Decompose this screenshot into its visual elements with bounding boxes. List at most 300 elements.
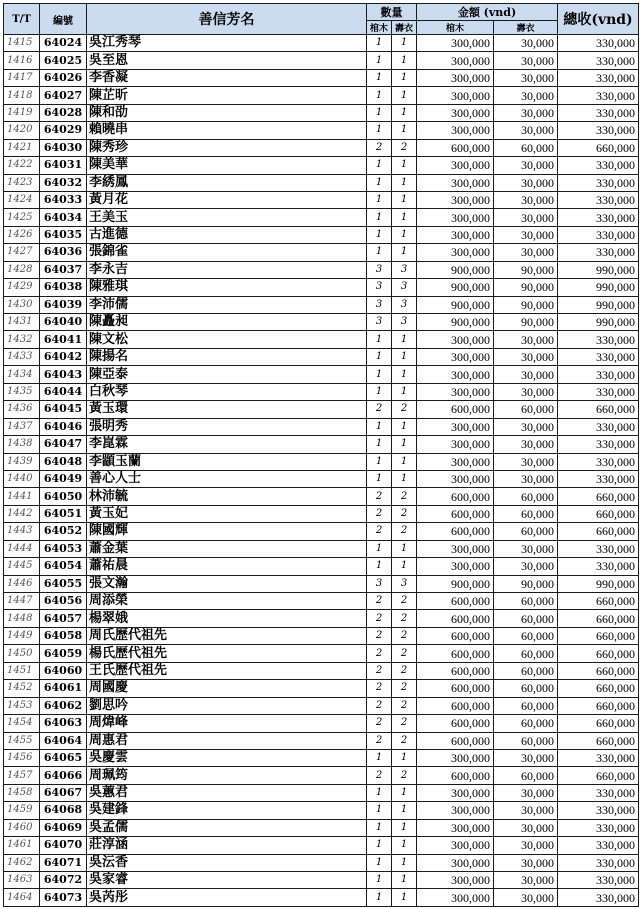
cell-name: 吳江秀琴 [87,35,367,52]
cell-qty-clothes: 2 [392,732,417,749]
table-row [4,69,639,86]
cell-tt: 1443 [4,523,40,540]
cell-name: 陳秀珍 [87,139,367,156]
cell-name: 賴曉串 [87,122,367,139]
cell-qty-clothes: 2 [392,645,417,662]
cell-total: 990,000 [558,279,639,296]
table-row [4,732,639,749]
header-amount-clothes: 壽衣 [494,21,558,35]
cell-code: 64046 [40,418,87,435]
cell-amount-clothes: 30,000 [494,122,558,139]
cell-name: 吳孟儒 [87,819,367,836]
cell-tt: 1462 [4,854,40,871]
cell-tt: 1425 [4,209,40,226]
cell-qty-clothes: 1 [392,348,417,365]
table-row [4,558,639,575]
donation-sheet [3,3,639,907]
cell-total: 330,000 [558,854,639,871]
cell-amount-coffin: 600,000 [417,505,494,522]
cell-qty-coffin: 2 [367,680,392,697]
cell-qty-coffin: 1 [367,191,392,208]
table-row [4,122,639,139]
cell-tt: 1450 [4,645,40,662]
cell-amount-coffin: 300,000 [417,837,494,854]
cell-total: 330,000 [558,802,639,819]
table-row [4,837,639,854]
cell-tt: 1458 [4,784,40,801]
cell-code: 64033 [40,191,87,208]
cell-qty-coffin: 1 [367,889,392,906]
cell-name: 張文瀚 [87,575,367,592]
cell-name: 楊翠娥 [87,610,367,627]
cell-code: 64047 [40,436,87,453]
cell-tt: 1449 [4,627,40,644]
cell-qty-coffin: 1 [367,366,392,383]
header-tt: T/T [4,4,40,35]
table-row [4,715,639,732]
cell-amount-coffin: 300,000 [417,889,494,906]
cell-code: 64025 [40,52,87,69]
cell-qty-clothes: 2 [392,715,417,732]
cell-tt: 1451 [4,662,40,679]
cell-tt: 1416 [4,52,40,69]
cell-code: 64051 [40,505,87,522]
cell-name: 黃玉環 [87,401,367,418]
cell-total: 990,000 [558,314,639,331]
cell-qty-coffin: 1 [367,35,392,52]
cell-code: 64048 [40,453,87,470]
cell-amount-coffin: 600,000 [417,627,494,644]
cell-qty-coffin: 2 [367,593,392,610]
cell-code: 64038 [40,279,87,296]
cell-code: 64037 [40,261,87,278]
donation-table [3,3,639,907]
cell-code: 64056 [40,593,87,610]
cell-tt: 1447 [4,593,40,610]
cell-qty-coffin: 1 [367,418,392,435]
cell-amount-coffin: 600,000 [417,715,494,732]
cell-name: 周惠君 [87,732,367,749]
cell-qty-coffin: 2 [367,732,392,749]
cell-total: 660,000 [558,505,639,522]
cell-qty-coffin: 2 [367,523,392,540]
table-row [4,889,639,906]
cell-amount-coffin: 900,000 [417,261,494,278]
cell-tt: 1440 [4,470,40,487]
table-row [4,645,639,662]
cell-qty-clothes: 3 [392,314,417,331]
cell-total: 660,000 [558,401,639,418]
cell-qty-coffin: 1 [367,157,392,174]
cell-name: 黃玉妃 [87,505,367,522]
cell-qty-coffin: 3 [367,314,392,331]
cell-total: 330,000 [558,35,639,52]
cell-qty-clothes: 1 [392,87,417,104]
cell-amount-coffin: 300,000 [417,174,494,191]
cell-total: 660,000 [558,715,639,732]
cell-amount-clothes: 30,000 [494,854,558,871]
cell-name: 善心人士 [87,470,367,487]
cell-total: 660,000 [558,697,639,714]
table-row [4,784,639,801]
cell-amount-clothes: 30,000 [494,35,558,52]
header-total: 總收(vnd) [558,4,639,35]
cell-amount-clothes: 30,000 [494,104,558,121]
cell-amount-clothes: 30,000 [494,436,558,453]
cell-amount-clothes: 60,000 [494,680,558,697]
cell-amount-coffin: 600,000 [417,680,494,697]
cell-tt: 1442 [4,505,40,522]
cell-qty-clothes: 1 [392,802,417,819]
cell-total: 330,000 [558,244,639,261]
cell-qty-coffin: 1 [367,69,392,86]
cell-amount-coffin: 300,000 [417,244,494,261]
cell-amount-coffin: 300,000 [417,52,494,69]
cell-total: 330,000 [558,209,639,226]
cell-amount-clothes: 30,000 [494,366,558,383]
cell-amount-coffin: 600,000 [417,593,494,610]
cell-name: 李永吉 [87,261,367,278]
cell-amount-clothes: 30,000 [494,819,558,836]
cell-name: 吳芮彤 [87,889,367,906]
cell-total: 330,000 [558,418,639,435]
cell-name: 周添榮 [87,593,367,610]
cell-total: 990,000 [558,296,639,313]
cell-tt: 1454 [4,715,40,732]
cell-total: 330,000 [558,366,639,383]
cell-name: 蕭祐晨 [87,558,367,575]
table-row [4,575,639,592]
cell-qty-clothes: 1 [392,470,417,487]
cell-qty-clothes: 1 [392,854,417,871]
table-row [4,35,639,52]
cell-tt: 1461 [4,837,40,854]
cell-total: 660,000 [558,488,639,505]
table-row [4,453,639,470]
cell-code: 64059 [40,645,87,662]
cell-qty-coffin: 1 [367,558,392,575]
cell-amount-clothes: 30,000 [494,749,558,766]
cell-qty-clothes: 1 [392,157,417,174]
cell-amount-coffin: 600,000 [417,697,494,714]
table-row [4,488,639,505]
cell-amount-clothes: 30,000 [494,157,558,174]
cell-qty-clothes: 1 [392,819,417,836]
cell-total: 330,000 [558,837,639,854]
table-row [4,593,639,610]
cell-code: 64052 [40,523,87,540]
table-row [4,52,639,69]
cell-name: 陳雅琪 [87,279,367,296]
cell-tt: 1435 [4,383,40,400]
cell-qty-coffin: 1 [367,122,392,139]
table-row [4,680,639,697]
table-row [4,802,639,819]
cell-amount-clothes: 30,000 [494,191,558,208]
cell-amount-clothes: 60,000 [494,401,558,418]
cell-qty-coffin: 2 [367,401,392,418]
cell-qty-coffin: 1 [367,749,392,766]
cell-amount-coffin: 600,000 [417,488,494,505]
cell-name: 吳沄香 [87,854,367,871]
cell-tt: 1417 [4,69,40,86]
table-row [4,383,639,400]
table-row [4,505,639,522]
cell-amount-clothes: 60,000 [494,505,558,522]
cell-total: 660,000 [558,523,639,540]
cell-qty-coffin: 2 [367,505,392,522]
cell-name: 李崑霖 [87,436,367,453]
cell-total: 660,000 [558,680,639,697]
cell-amount-clothes: 30,000 [494,453,558,470]
cell-qty-clothes: 1 [392,209,417,226]
cell-tt: 1430 [4,296,40,313]
table-row [4,854,639,871]
cell-name: 吳建鋒 [87,802,367,819]
cell-name: 吳家睿 [87,872,367,889]
cell-tt: 1438 [4,436,40,453]
cell-code: 64045 [40,401,87,418]
cell-qty-clothes: 2 [392,488,417,505]
cell-code: 64064 [40,732,87,749]
table-row [4,401,639,418]
cell-tt: 1457 [4,767,40,784]
cell-amount-clothes: 30,000 [494,802,558,819]
cell-name: 陳文松 [87,331,367,348]
cell-amount-clothes: 60,000 [494,767,558,784]
cell-amount-clothes: 30,000 [494,226,558,243]
cell-tt: 1429 [4,279,40,296]
cell-qty-coffin: 1 [367,174,392,191]
cell-name: 王美玉 [87,209,367,226]
cell-amount-clothes: 30,000 [494,540,558,557]
cell-tt: 1453 [4,697,40,714]
cell-qty-clothes: 1 [392,889,417,906]
table-row [4,157,639,174]
cell-qty-clothes: 1 [392,174,417,191]
cell-name: 劉思吟 [87,697,367,714]
cell-amount-clothes: 60,000 [494,488,558,505]
cell-qty-clothes: 1 [392,122,417,139]
cell-amount-clothes: 60,000 [494,593,558,610]
table-header [4,4,639,35]
cell-amount-clothes: 30,000 [494,889,558,906]
cell-amount-coffin: 300,000 [417,157,494,174]
cell-total: 330,000 [558,104,639,121]
cell-name: 陳美華 [87,157,367,174]
cell-tt: 1436 [4,401,40,418]
cell-code: 64035 [40,226,87,243]
cell-amount-clothes: 60,000 [494,715,558,732]
cell-qty-clothes: 2 [392,593,417,610]
cell-name: 周氏歷代祖先 [87,627,367,644]
cell-tt: 1434 [4,366,40,383]
header-code: 編號 [40,4,87,35]
cell-name: 楊氏歷代祖先 [87,645,367,662]
cell-code: 64032 [40,174,87,191]
header-amount: 金額 (vnd) [417,4,558,21]
cell-amount-coffin: 300,000 [417,104,494,121]
cell-amount-coffin: 300,000 [417,453,494,470]
cell-name: 黃月花 [87,191,367,208]
header-qty-clothes: 壽衣 [392,21,417,35]
table-row [4,470,639,487]
cell-code: 64054 [40,558,87,575]
cell-tt: 1428 [4,261,40,278]
cell-qty-coffin: 1 [367,854,392,871]
cell-amount-clothes: 30,000 [494,784,558,801]
cell-amount-clothes: 30,000 [494,52,558,69]
cell-code: 64071 [40,854,87,871]
cell-amount-coffin: 600,000 [417,662,494,679]
cell-qty-clothes: 1 [392,540,417,557]
cell-amount-clothes: 90,000 [494,296,558,313]
cell-amount-coffin: 300,000 [417,348,494,365]
table-row [4,872,639,889]
cell-amount-clothes: 30,000 [494,69,558,86]
cell-tt: 1459 [4,802,40,819]
cell-name: 陳矗昶 [87,314,367,331]
cell-amount-clothes: 60,000 [494,627,558,644]
cell-qty-coffin: 1 [367,470,392,487]
table-row [4,139,639,156]
cell-amount-clothes: 30,000 [494,872,558,889]
cell-qty-clothes: 3 [392,296,417,313]
cell-code: 64039 [40,296,87,313]
header-qty-coffin: 棺木 [367,21,392,35]
cell-qty-clothes: 1 [392,244,417,261]
cell-total: 990,000 [558,575,639,592]
cell-code: 64024 [40,35,87,52]
table-row [4,261,639,278]
cell-amount-coffin: 600,000 [417,401,494,418]
cell-total: 330,000 [558,331,639,348]
cell-code: 64065 [40,749,87,766]
cell-tt: 1418 [4,87,40,104]
cell-total: 330,000 [558,889,639,906]
cell-amount-coffin: 300,000 [417,436,494,453]
cell-amount-coffin: 300,000 [417,418,494,435]
cell-name: 古進德 [87,226,367,243]
cell-qty-coffin: 1 [367,453,392,470]
cell-code: 64070 [40,837,87,854]
cell-tt: 1437 [4,418,40,435]
cell-amount-coffin: 300,000 [417,191,494,208]
cell-qty-coffin: 1 [367,802,392,819]
cell-total: 660,000 [558,662,639,679]
cell-amount-clothes: 90,000 [494,261,558,278]
cell-code: 64058 [40,627,87,644]
table-row [4,819,639,836]
cell-qty-coffin: 1 [367,331,392,348]
table-body [4,35,639,907]
cell-total: 330,000 [558,749,639,766]
cell-qty-coffin: 1 [367,784,392,801]
cell-name: 李顓玉蘭 [87,453,367,470]
cell-tt: 1421 [4,139,40,156]
cell-qty-coffin: 2 [367,488,392,505]
cell-name: 吳慶雲 [87,749,367,766]
cell-name: 林沛毓 [87,488,367,505]
cell-tt: 1460 [4,819,40,836]
cell-code: 64073 [40,889,87,906]
cell-qty-coffin: 1 [367,540,392,557]
cell-code: 64034 [40,209,87,226]
cell-code: 64029 [40,122,87,139]
cell-amount-clothes: 30,000 [494,348,558,365]
cell-qty-clothes: 1 [392,749,417,766]
cell-qty-coffin: 2 [367,662,392,679]
cell-amount-clothes: 30,000 [494,209,558,226]
cell-total: 330,000 [558,191,639,208]
cell-qty-coffin: 1 [367,383,392,400]
cell-tt: 1433 [4,348,40,365]
cell-total: 660,000 [558,610,639,627]
cell-qty-coffin: 1 [367,348,392,365]
cell-name: 陳芷昕 [87,87,367,104]
cell-amount-coffin: 300,000 [417,209,494,226]
cell-amount-coffin: 600,000 [417,732,494,749]
cell-name: 白秋琴 [87,383,367,400]
table-row [4,662,639,679]
cell-qty-clothes: 1 [392,383,417,400]
cell-code: 64055 [40,575,87,592]
cell-tt: 1452 [4,680,40,697]
cell-code: 64066 [40,767,87,784]
cell-code: 64053 [40,540,87,557]
cell-amount-clothes: 30,000 [494,470,558,487]
cell-qty-clothes: 1 [392,436,417,453]
cell-qty-coffin: 1 [367,104,392,121]
table-row [4,296,639,313]
header-name: 善信芳名 [87,4,367,35]
cell-tt: 1445 [4,558,40,575]
cell-tt: 1423 [4,174,40,191]
table-row [4,767,639,784]
cell-total: 990,000 [558,261,639,278]
cell-tt: 1422 [4,157,40,174]
cell-qty-clothes: 2 [392,610,417,627]
cell-tt: 1441 [4,488,40,505]
cell-total: 330,000 [558,470,639,487]
cell-amount-coffin: 300,000 [417,802,494,819]
cell-amount-clothes: 60,000 [494,610,558,627]
cell-qty-clothes: 3 [392,575,417,592]
cell-amount-coffin: 300,000 [417,226,494,243]
cell-name: 李香凝 [87,69,367,86]
cell-qty-clothes: 3 [392,261,417,278]
cell-qty-clothes: 1 [392,366,417,383]
cell-amount-clothes: 60,000 [494,697,558,714]
cell-code: 64043 [40,366,87,383]
cell-tt: 1446 [4,575,40,592]
cell-tt: 1420 [4,122,40,139]
cell-qty-coffin: 1 [367,872,392,889]
cell-code: 64050 [40,488,87,505]
cell-qty-coffin: 3 [367,575,392,592]
cell-total: 330,000 [558,87,639,104]
cell-amount-clothes: 90,000 [494,575,558,592]
cell-amount-coffin: 300,000 [417,383,494,400]
cell-qty-coffin: 3 [367,279,392,296]
cell-amount-coffin: 300,000 [417,558,494,575]
cell-code: 64027 [40,87,87,104]
cell-qty-coffin: 1 [367,436,392,453]
header-amount-coffin: 棺木 [417,21,494,35]
cell-amount-coffin: 900,000 [417,314,494,331]
cell-tt: 1455 [4,732,40,749]
cell-total: 330,000 [558,383,639,400]
